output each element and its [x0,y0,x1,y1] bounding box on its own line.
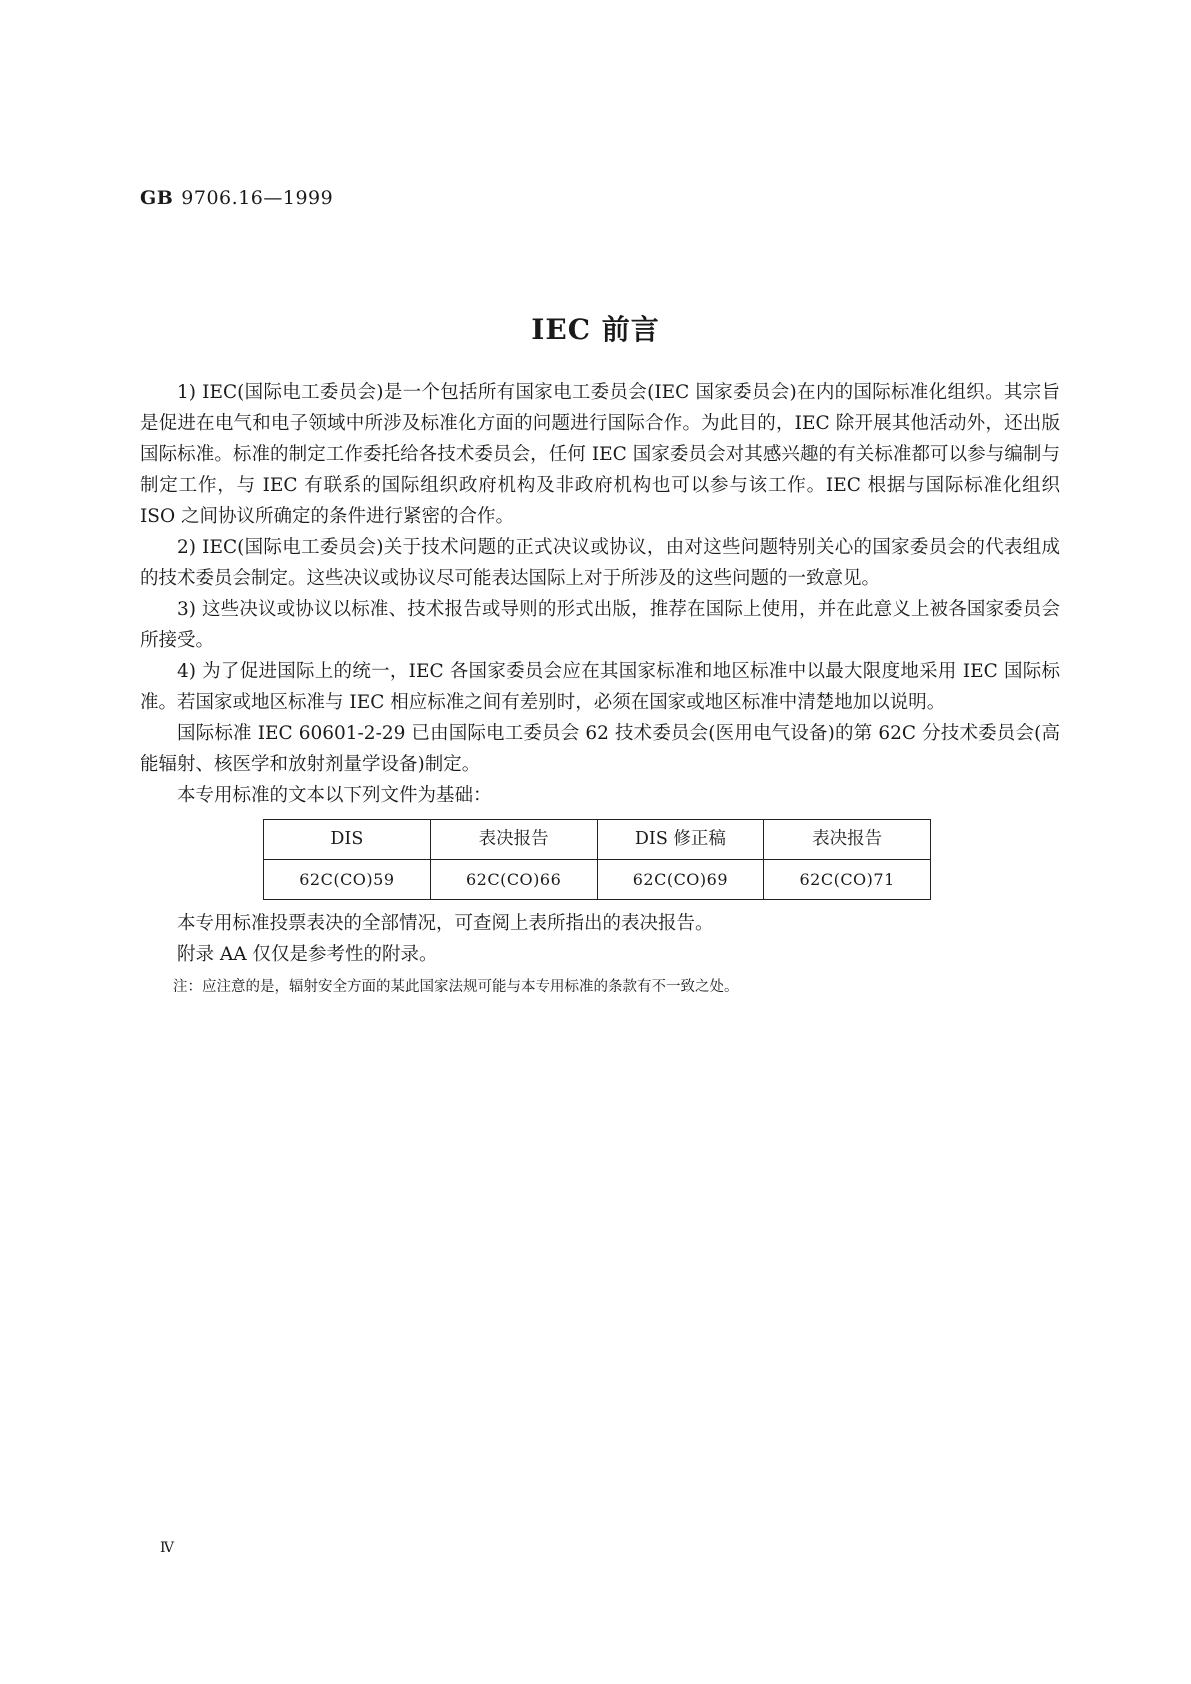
table-header-row [264,820,931,860]
paragraph-7: 本专用标准投票表决的全部情况，可查阅上表所指出的表决报告。 [177,913,714,934]
page-number: Ⅳ [160,1540,174,1556]
standard-prefix: GB [140,187,174,209]
standard-code: 9706.16—1999 [181,187,334,209]
paragraph-1: 1) IEC(国际电工委员会)是一个包括所有国家电工委员会(IEC 国家委员会)在内的国际标准化组织。其宗旨是促进在电气和电子领域中所涉及标准化方面的问题进行国际合作。为此目的，IEC 除开展其他活动外，还出版国际标准。标准的制定工作委托给各技术委员会，任何 IEC 国家委员会对其感兴趣的有关标准都可以参与编制与制定工作，与 IEC 有联系的国际组织政府机构及非政府机构也可以参与该工作。IEC 根据与国际标准化组织 ISO 之间协议所确定的条件进行紧密的合作。 [140,382,1060,527]
paragraph-6: 本专用标准的文本以下列文件为基础： [177,785,492,806]
table-header-cell: 表决报告 [430,820,597,860]
basis-documents-table [263,819,931,900]
table-row [264,860,931,900]
table-cell: 62C(CO)66 [430,860,597,900]
table-header-cell: 表决报告 [764,820,931,860]
paragraph-8: 附录 AA 仅仅是参考性的附录。 [177,944,438,965]
document-body [140,377,1060,1000]
table-cell: 62C(CO)69 [597,860,764,900]
paragraph-5: 国际标准 IEC 60601-2-29 已由国际电工委员会 62 技术委员会(医用电气设备)的第 62C 分技术委员会(高能辐射、核医学和放射剂量学设备)制定。 [140,723,1060,775]
paragraph-4: 4) 为了促进国际上的统一，IEC 各国家委员会应在其国家标准和地区标准中以最大限度地采用 IEC 国际标准。若国家或地区标准与 IEC 相应标准之间有差别时，必须在国家或地区标准中清楚地加以说明。 [140,661,1060,713]
note: 注：应注意的是，辐射安全方面的某此国家法规可能与本专用标准的条款有不一致之处。 [173,979,739,995]
table-cell: 62C(CO)59 [264,860,431,900]
paragraph-2: 2) IEC(国际电工委员会)关于技术问题的正式决议或协议，由对这些问题特别关心的国家委员会的代表组成的技术委员会制定。这些决议或协议尽可能表达国际上对于所涉及的这些问题的一致意见。 [140,537,1060,589]
table-header-cell: DIS 修正稿 [597,820,764,860]
table-cell: 62C(CO)71 [764,860,931,900]
page-title: IEC 前言 [531,313,660,346]
paragraph-3: 3) 这些决议或协议以标准、技术报告或导则的形式出版，推荐在国际上使用，并在此意义上被各国家委员会所接受。 [140,599,1060,651]
standard-number [140,187,333,209]
table-header-cell: DIS [264,820,431,860]
